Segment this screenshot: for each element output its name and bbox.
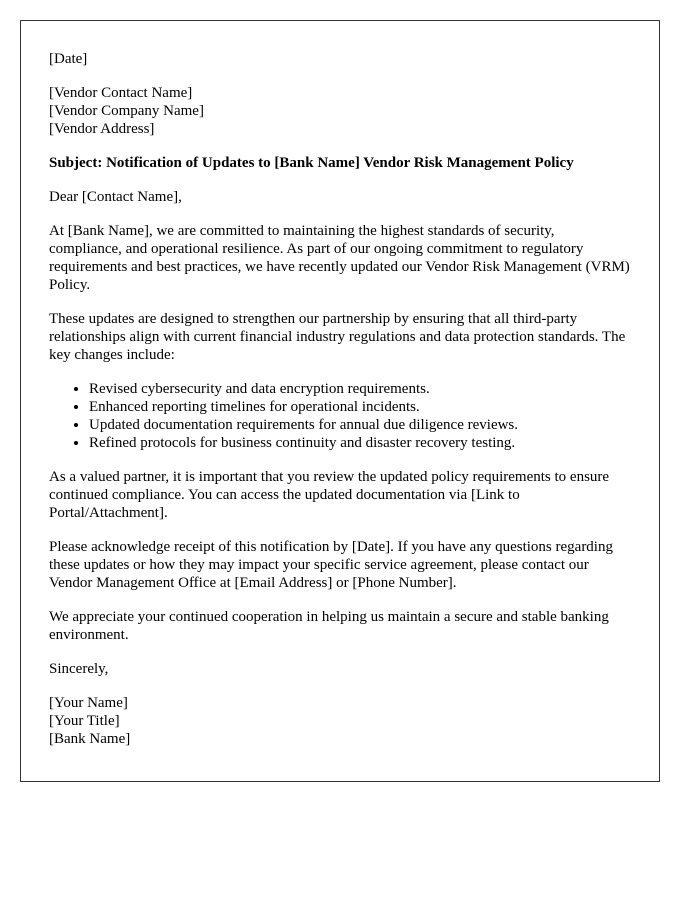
recipient-contact-name: [Vendor Contact Name] [49, 85, 193, 101]
salutation: Dear [Contact Name], [49, 189, 182, 205]
recipient-block [49, 84, 631, 138]
letter-page [20, 20, 660, 782]
recipient-address: [Vendor Address] [49, 121, 155, 137]
subject-line: Subject: Notification of Updates to [Bank Name] Vendor Risk Management Policy [49, 155, 574, 171]
body-paragraph-review: As a valued partner, it is important that you review the updated policy requirements to ensure continued compliance. You can access the updated documentation via [Link to Portal/Attachment]. [49, 469, 610, 521]
recipient-company-name: [Vendor Company Name] [49, 103, 204, 119]
signature-title: [Your Title] [49, 713, 120, 729]
body-paragraph-intro: At [Bank Name], we are committed to maintaining the highest standards of security, compliance, and operational resilience. As part of our ongoing commitment to regulatory requirements and best practices, we have recently updated our Vendor Risk Management (VRM) Policy. [49, 223, 630, 293]
signature-name: [Your Name] [49, 695, 128, 711]
body-paragraph-acknowledge: Please acknowledge receipt of this notification by [Date]. If you have any questions regarding these updates or how they may impact your specific service agreement, please contact our Vendor Management Office at [Email Address] or [Phone Number]. [49, 539, 613, 591]
key-changes-list [49, 380, 631, 452]
list-item: • Revised cybersecurity and data encryption requirements. [89, 380, 631, 398]
list-item: • Updated documentation requirements for annual due diligence reviews. [89, 416, 631, 434]
closing: Sincerely, [49, 661, 109, 677]
letter-date: [Date] [49, 51, 88, 67]
list-item: • Enhanced reporting timelines for operational incidents. [89, 398, 631, 416]
body-paragraph-appreciation: We appreciate your continued cooperation in helping us maintain a secure and stable banking environment. [49, 609, 609, 643]
body-paragraph-changes-intro: These updates are designed to strengthen our partnership by ensuring that all third-party relationships align with current financial industry regulations and data protection standards. The key changes include: [49, 311, 626, 363]
signature-block [49, 694, 631, 748]
signature-bank: [Bank Name] [49, 731, 131, 747]
list-item: • Refined protocols for business continuity and disaster recovery testing. [89, 434, 631, 452]
